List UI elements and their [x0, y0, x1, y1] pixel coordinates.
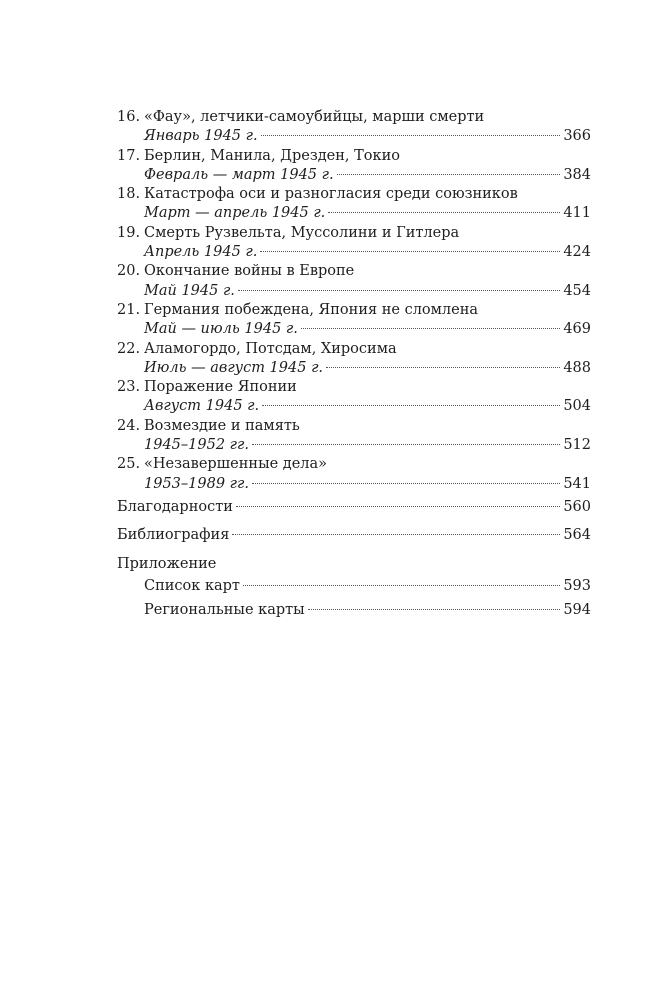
chapter-title: Катастрофа оси и разногласия среди союзников [144, 186, 518, 203]
chapter-period: Июль — август 1945 г. [144, 359, 324, 376]
entry-title: Список карт [144, 577, 240, 594]
chapter-period: Май 1945 г. [144, 282, 235, 299]
chapter-number: 18. [117, 186, 141, 203]
chapter-period: Февраль — март 1945 г. [144, 166, 334, 183]
toc-entry-chapter-18[interactable] [117, 185, 591, 224]
chapter-title: «Фау», летчики-самоубийцы, марши смерти [144, 109, 485, 125]
appendix-heading: Приложение [117, 555, 217, 572]
chapter-title: Поражение Японии [144, 379, 297, 396]
page-number: 593 [563, 577, 591, 594]
chapter-title: Берлин, Манила, Дрезден, Токио [144, 147, 400, 164]
page-number: 512 [563, 437, 591, 454]
toc-entry-chapter-22[interactable] [117, 340, 591, 379]
chapter-number: 24. [117, 417, 141, 434]
chapter-period: Май — июль 1945 г. [144, 321, 298, 338]
chapter-number: 25. [117, 456, 141, 473]
chapter-number: 16. [117, 109, 141, 125]
page-number: 469 [563, 321, 591, 338]
toc-entry-chapter-17[interactable] [117, 147, 591, 186]
toc-entry-acknowledgements[interactable] [117, 498, 591, 517]
chapter-number: 22. [117, 340, 141, 357]
chapter-number: 20. [117, 263, 141, 280]
chapter-title: Возмездие и память [144, 417, 300, 434]
chapter-title: Аламогордо, Потсдам, Хиросима [144, 340, 397, 357]
toc-entry-chapter-16[interactable] [117, 108, 591, 147]
table-of-contents [117, 108, 591, 620]
chapter-number: 17. [117, 147, 141, 164]
dot-leader [326, 367, 560, 368]
dot-leader [252, 444, 560, 445]
page-number: 454 [563, 282, 591, 299]
chapter-period: Август 1945 г. [144, 398, 260, 415]
toc-entry-chapter-20[interactable] [117, 262, 591, 301]
chapter-title: Окончание войны в Европе [144, 263, 355, 280]
entry-title: Региональные карты [144, 602, 305, 619]
chapter-period: 1953–1989 гг. [144, 475, 249, 492]
dot-leader [260, 251, 560, 252]
dot-leader [232, 534, 560, 535]
toc-entry-chapter-24[interactable] [117, 417, 591, 456]
chapter-number: 23. [117, 379, 141, 396]
chapter-period: Январь 1945 г. [144, 128, 258, 145]
chapter-title: Германия побеждена, Япония не сломлена [144, 301, 479, 318]
dot-leader [252, 483, 560, 484]
page-number: 488 [563, 359, 591, 376]
chapter-title: Смерть Рузвельта, Муссолини и Гитлера [144, 224, 460, 241]
toc-entry-chapter-19[interactable] [117, 224, 591, 263]
page-number: 560 [563, 498, 591, 515]
toc-entry-regional-maps[interactable] [117, 601, 591, 620]
chapter-title: «Незавершенные дела» [144, 456, 328, 473]
chapter-number: 21. [117, 301, 141, 318]
dot-leader [236, 506, 560, 507]
dot-leader [308, 609, 561, 610]
page-number: 504 [563, 398, 591, 415]
dot-leader [262, 405, 560, 406]
page-number: 384 [563, 166, 591, 183]
chapter-period: 1945–1952 гг. [144, 437, 249, 454]
dot-leader [328, 212, 560, 213]
page-number: 424 [563, 244, 591, 261]
page-number: 564 [563, 527, 591, 544]
entry-title: Библиография [117, 527, 230, 544]
dot-leader [261, 135, 561, 136]
dot-leader [337, 174, 561, 175]
page-number: 594 [563, 602, 591, 619]
toc-entry-bibliography[interactable] [117, 526, 591, 545]
toc-entry-chapter-21[interactable] [117, 301, 591, 340]
page-number: 366 [563, 128, 591, 145]
dot-leader [301, 328, 560, 329]
entry-title: Благодарности [117, 498, 233, 515]
toc-entry-chapter-23[interactable] [117, 378, 591, 417]
chapter-number: 19. [117, 224, 141, 241]
toc-entry-map-list[interactable] [117, 577, 591, 596]
page-number: 411 [563, 205, 591, 222]
dot-leader [238, 290, 560, 291]
toc-entry-chapter-25[interactable] [117, 455, 591, 494]
page-number: 541 [563, 475, 591, 492]
chapter-period: Март — апрель 1945 г. [144, 205, 326, 222]
chapter-period: Апрель 1945 г. [144, 244, 258, 261]
dot-leader [243, 585, 560, 586]
